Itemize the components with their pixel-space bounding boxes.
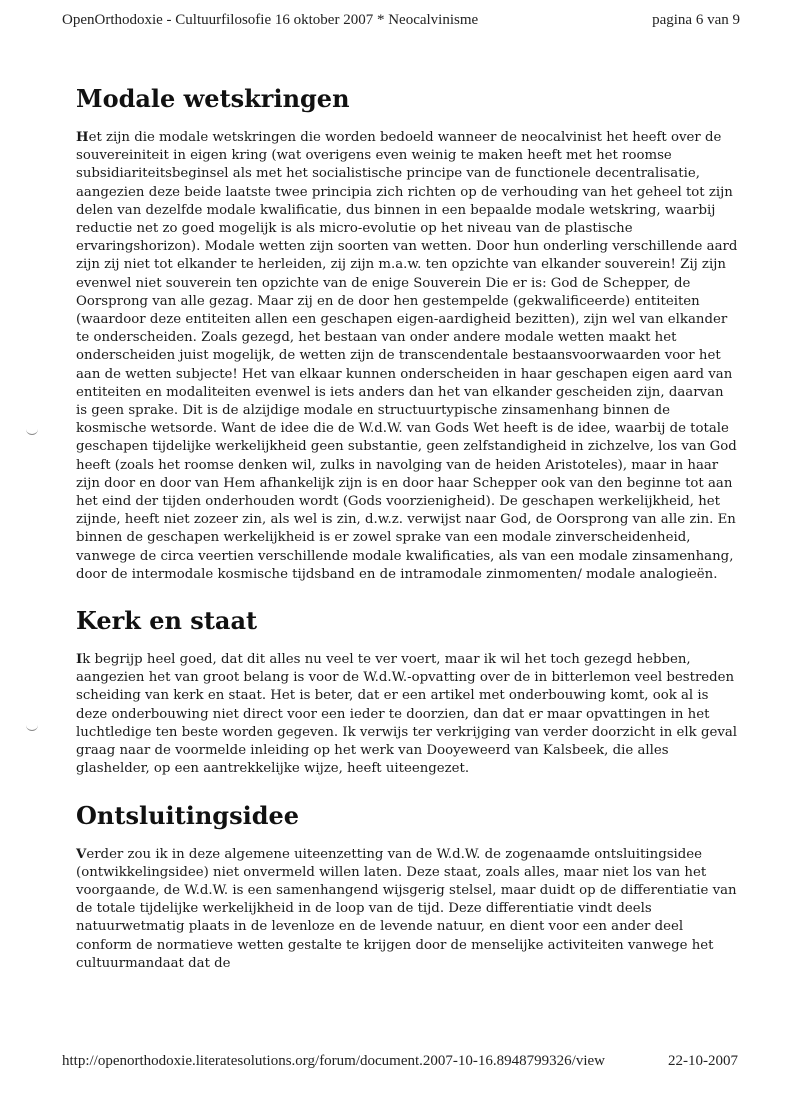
scan-mark [26, 722, 38, 731]
paragraph-text: et zijn die modale wetskringen die worden bedoeld wanneer de neocalvinist het heeft over de souvereiniteit in eigen kring (wat overigens even weinig te maken heeft met het roomse subsidiariteitsbeginsel als met het socialistische principe van de functionele decentralisatie, aangezien deze beide laatste twee principia zich richten op de verhouding van het geheel tot zijn delen van dezelfde modale kwalificatie, dus binnen in een bepaalde modale wetskring, waarbij reductie net zo goed mogelijk is als micro-evolutie op het niveau van de plastische ervaringshorizon). Modale wetten zijn soorten van wetten. Door hun onderling verschillende aard zijn zij niet tot elkander te herleiden, zij zijn m.a.w. ten opzichte van elkander souverein! Zij zijn evenwel niet souverein ten opzichte van de enige Souverein Die er is: God de Schepper, de Oorsprong van alle gezag. Maar zij en de door hen gestempelde (gekwalificeerde) entiteiten (waardoor deze entiteiten allen een geschapen eigen-aardigheid bezitten), zijn wel van elkander te onderscheiden. Zoals gezegd, het bestaan van onder andere modale wetten maakt het onderscheiden juist mogelijk, de wetten zijn de transcendentale bestaansvoorwaarden voor het aan de wetten subjecte! Het van elkaar kunnen onderscheiden in haar geschapen eigen aard van entiteiten en modaliteiten evenwel is iets anders dan het van elkander gescheiden zijn, daarvan is geen sprake. Dit is de alzijdige modale en structuurtypische zinsamenhang binnen de kosmische wetsorde. Want de idee die de W.d.W. van Gods Wet heeft is de idee, waarbij de totale geschapen tijdelijke werkelijkheid geen substantie, geen zelfstandigheid in zichzelve, los van God heeft (zoals het roomse denken wil, zulks in navolging van de heiden Aristoteles), maar in haar zijn door en door van Hem afhankelijk zijn is en door haar Schepper ook van den beginne tot aan het eind der tijden onderhouden wordt (Gods voorzienigheid). De geschapen werkelijkheid, het zijnde, heeft niet zozeer zin, als wel is zin, d.w.z. verwijst naar God, de Oorsprong van alle zin. En binnen de geschapen werkelijkheid is er zowel sprake van een modale zinverscheidenheid, vanwege de circa veertien verschillende modale kwalificaties, als van een modale zinsamenhang, door de intermodale kosmische tijdsband en de intramodale zinmomenten/ modale analogieën. [76, 130, 738, 582]
section-heading: Ontsluitingsidee [76, 800, 300, 830]
lead-letter: I [76, 652, 83, 668]
header-title: OpenOrthodoxie - Cultuurfilosofie 16 oktober 2007 * Neocalvinisme [62, 12, 479, 28]
section-ontsluitingsidee [76, 801, 738, 973]
page-number: pagina 6 van 9 [652, 12, 740, 28]
paragraph-text: erder zou ik in deze algemene uiteenzetting van de W.d.W. de zogenaamde ontsluitingsidee (ontwikkelingsidee) niet onvermeld willen laten. Deze staat, zoals alles, maar niet los van het voorgaande, de W.d.W. is een samenhangend wijsgerig stelsel, maar duidt op de differentiatie van de totale tijdelijke werkelijkheid in de loop van de tijd. Deze differentiatie vindt deels natuurwetmatig plaats in de levenloze en de levende natuur, en dient voor een ander deel conform de normatieve wetten gestalte te krijgen door de menselijke activiteiten vanwege het cultuurmandaat dat de [76, 846, 737, 971]
section-kerk-en-staat [76, 606, 738, 778]
paragraph-text: k begrijp heel goed, dat dit alles nu veel te ver voert, maar ik wil het toch gezegd hebben, aangezien het van groot belang is voor de W.d.W.-opvatting over de in bitterlemon veel bestreden scheiding van kerk en staat. Het is beter, dat er een artikel met onderbouwing komt, ook al is deze onderbouwing niet direct voor een ieder te doorzien, dan dat er maar opvattingen in het luchtledige ten beste worden gegeven. Ik verwijs ter verkrijging van verder doorzicht in elk geval graag naar de voormelde inleiding op het werk van Dooyeweerd van Kalsbeek, die alles glashelder, op een aantrekkelijke wijze, heeft uiteengezet. [76, 652, 738, 777]
page-header [62, 12, 740, 29]
section-paragraph [76, 846, 738, 973]
section-paragraph [76, 129, 738, 584]
lead-letter: V [76, 846, 87, 862]
section-modale-wetskringen [76, 84, 738, 584]
lead-letter: H [76, 130, 89, 145]
footer-date: 22-10-2007 [668, 1053, 738, 1069]
page-footer [62, 1053, 738, 1070]
section-heading: Modale wetskringen [76, 84, 350, 113]
section-paragraph [76, 651, 738, 778]
scan-mark [26, 426, 38, 435]
section-heading: Kerk en staat [76, 606, 258, 636]
footer-url: http://openorthodoxie.literatesolutions.org/forum/document.2007-10-16.8948799326/view [62, 1053, 605, 1069]
document-body [76, 84, 738, 973]
